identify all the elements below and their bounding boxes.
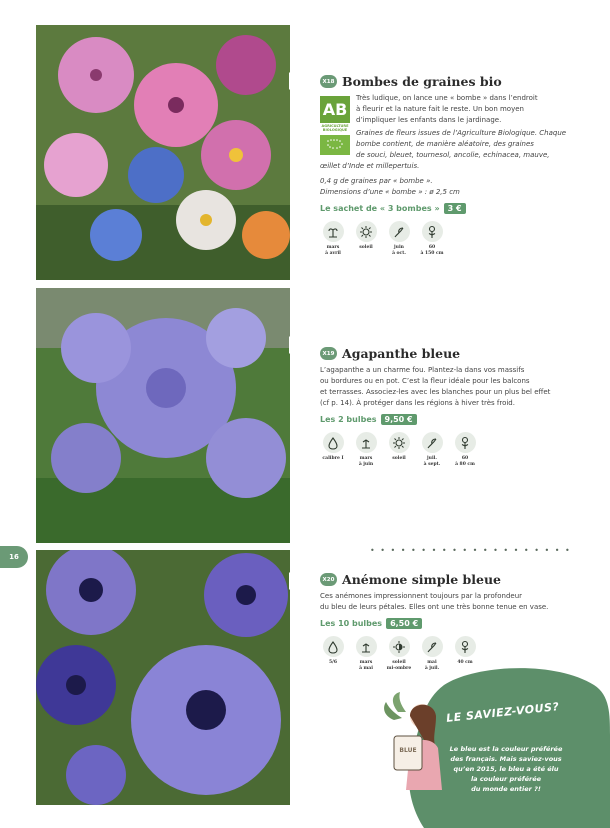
product-x20 — [320, 572, 582, 671]
icon-label: mars à mai — [359, 660, 373, 671]
desc-line: ou bordures ou en pot. C’est la fleur idéale pour les balcons — [320, 377, 530, 385]
height-icon — [455, 636, 476, 657]
icon-label: juil. à sept. — [423, 456, 441, 467]
bulb-icon — [323, 636, 344, 657]
pot-label: BLUE — [399, 747, 417, 754]
sun-icon — [389, 432, 410, 453]
page-number: 16 — [0, 546, 28, 568]
price-row — [320, 203, 582, 214]
icon-label: 60 à 150 cm — [420, 245, 444, 256]
desc-line: du bleu de leurs pétales. Elles ont une très bonne tenue en vase. — [320, 603, 549, 611]
flowering-icon — [422, 432, 443, 453]
icon-label: mars à avril — [325, 245, 341, 256]
icon-label: 5/6 — [329, 660, 337, 665]
ab-logo: AB — [320, 96, 350, 123]
icon-label: soleil — [392, 456, 406, 461]
organic-logos — [320, 96, 350, 155]
photo-pointer — [289, 72, 298, 90]
icon-label: 40 cm — [457, 660, 473, 665]
wildflower-photo — [36, 25, 290, 280]
product-title: Anémone simple bleue — [342, 572, 501, 587]
desc-line: et terrasses. Associez-les avec les blanches pour un plus bel effet — [320, 388, 551, 396]
product-code: X19 — [320, 347, 337, 360]
price-badge: 3 € — [444, 203, 466, 214]
product-x18 — [320, 74, 582, 256]
price-label: Les 10 bulbes — [320, 619, 383, 628]
saviez-line: du monde entier ?! — [471, 785, 541, 793]
product-code: X20 — [320, 573, 337, 586]
icon-label: mai à juil. — [424, 660, 440, 671]
icon-label: soleil mi-ombre — [386, 660, 412, 671]
price-row — [320, 414, 582, 425]
photo-pointer — [289, 572, 298, 590]
sun-icon — [356, 221, 377, 242]
care-icons — [320, 432, 582, 467]
desc-line: d’impliquer les enfants dans le jardinage. — [356, 116, 502, 124]
price-badge: 6,50 € — [386, 618, 422, 629]
divider-dots: • • • • • • • • • • • • • • • • • • • • — [370, 546, 572, 555]
ab-caption: AGRICULTURE BIOLOGIQUE — [321, 124, 349, 132]
desc-line: de souci, bleuet, tournesol, ancolie, echinacea, mauve, — [356, 151, 550, 159]
product-x19 — [320, 346, 582, 467]
saviez-line: qu’en 2015, le bleu a été élu — [453, 765, 559, 773]
planting-icon — [356, 636, 377, 657]
saviez-text — [446, 744, 566, 794]
product-title: Agapanthe bleue — [342, 346, 461, 361]
icon-label: 60 à 80 cm — [455, 456, 475, 467]
desc-line: L’agapanthe a un charme fou. Plantez-la dans vos massifs — [320, 366, 525, 374]
anemone-photo — [36, 550, 290, 805]
sowing-icon — [323, 221, 344, 242]
detail-line: 0,4 g de graines par « bombe ». — [320, 177, 433, 185]
flowering-icon — [389, 221, 410, 242]
saviez-title: LE SAVIEZ-VOUS? — [445, 700, 560, 725]
desc-line: Très ludique, on lance une « bombe » dans l’endroit — [356, 94, 538, 102]
planting-icon — [356, 432, 377, 453]
sun-shade-icon — [389, 636, 410, 657]
flowering-icon — [422, 636, 443, 657]
desc-line: à fleurir et la nature fait le reste. Un bon moyen — [356, 105, 524, 113]
desc-line: Ces anémones impressionnent toujours par la profondeur — [320, 592, 523, 600]
icon-label: soleil — [359, 245, 373, 250]
saviez-line: Le bleu est la couleur préférée — [449, 745, 563, 753]
price-row — [320, 618, 582, 629]
bulb-icon — [323, 432, 344, 453]
product-title: Bombes de graines bio — [342, 74, 502, 89]
product-code: X18 — [320, 75, 337, 88]
photo-pointer — [289, 336, 298, 354]
saviez-line: la couleur préférée — [470, 775, 542, 783]
price-badge: 9,50 € — [381, 414, 417, 425]
desc-line: (cf p. 14). À protéger dans les régions à hiver très froid. — [320, 399, 515, 407]
desc-line: Graines de fleurs issues de l’Agriculture Biologique. Chaque — [356, 129, 567, 137]
detail-line: Dimensions d’une « bombe » : ø 2,5 cm — [320, 188, 460, 196]
care-icons — [320, 221, 582, 256]
icon-label: juin à oct. — [392, 245, 406, 256]
icon-label: calibre I — [322, 456, 344, 461]
desc-line: bombe contient, de manière aléatoire, des graines — [356, 140, 534, 148]
desc-line: œillet d’Inde et millepertuis. — [320, 162, 420, 170]
price-label: Les 2 bulbes — [320, 415, 377, 424]
woman-illustration — [380, 690, 450, 800]
saviez-line: des français. Mais saviez-vous — [450, 755, 562, 763]
icon-label: mars à juin — [358, 456, 374, 467]
agapanthus-photo — [36, 288, 290, 543]
eu-organic-leaf-icon — [320, 135, 350, 155]
height-icon — [455, 432, 476, 453]
height-icon — [422, 221, 443, 242]
price-label: Le sachet de « 3 bombes » — [320, 204, 440, 213]
